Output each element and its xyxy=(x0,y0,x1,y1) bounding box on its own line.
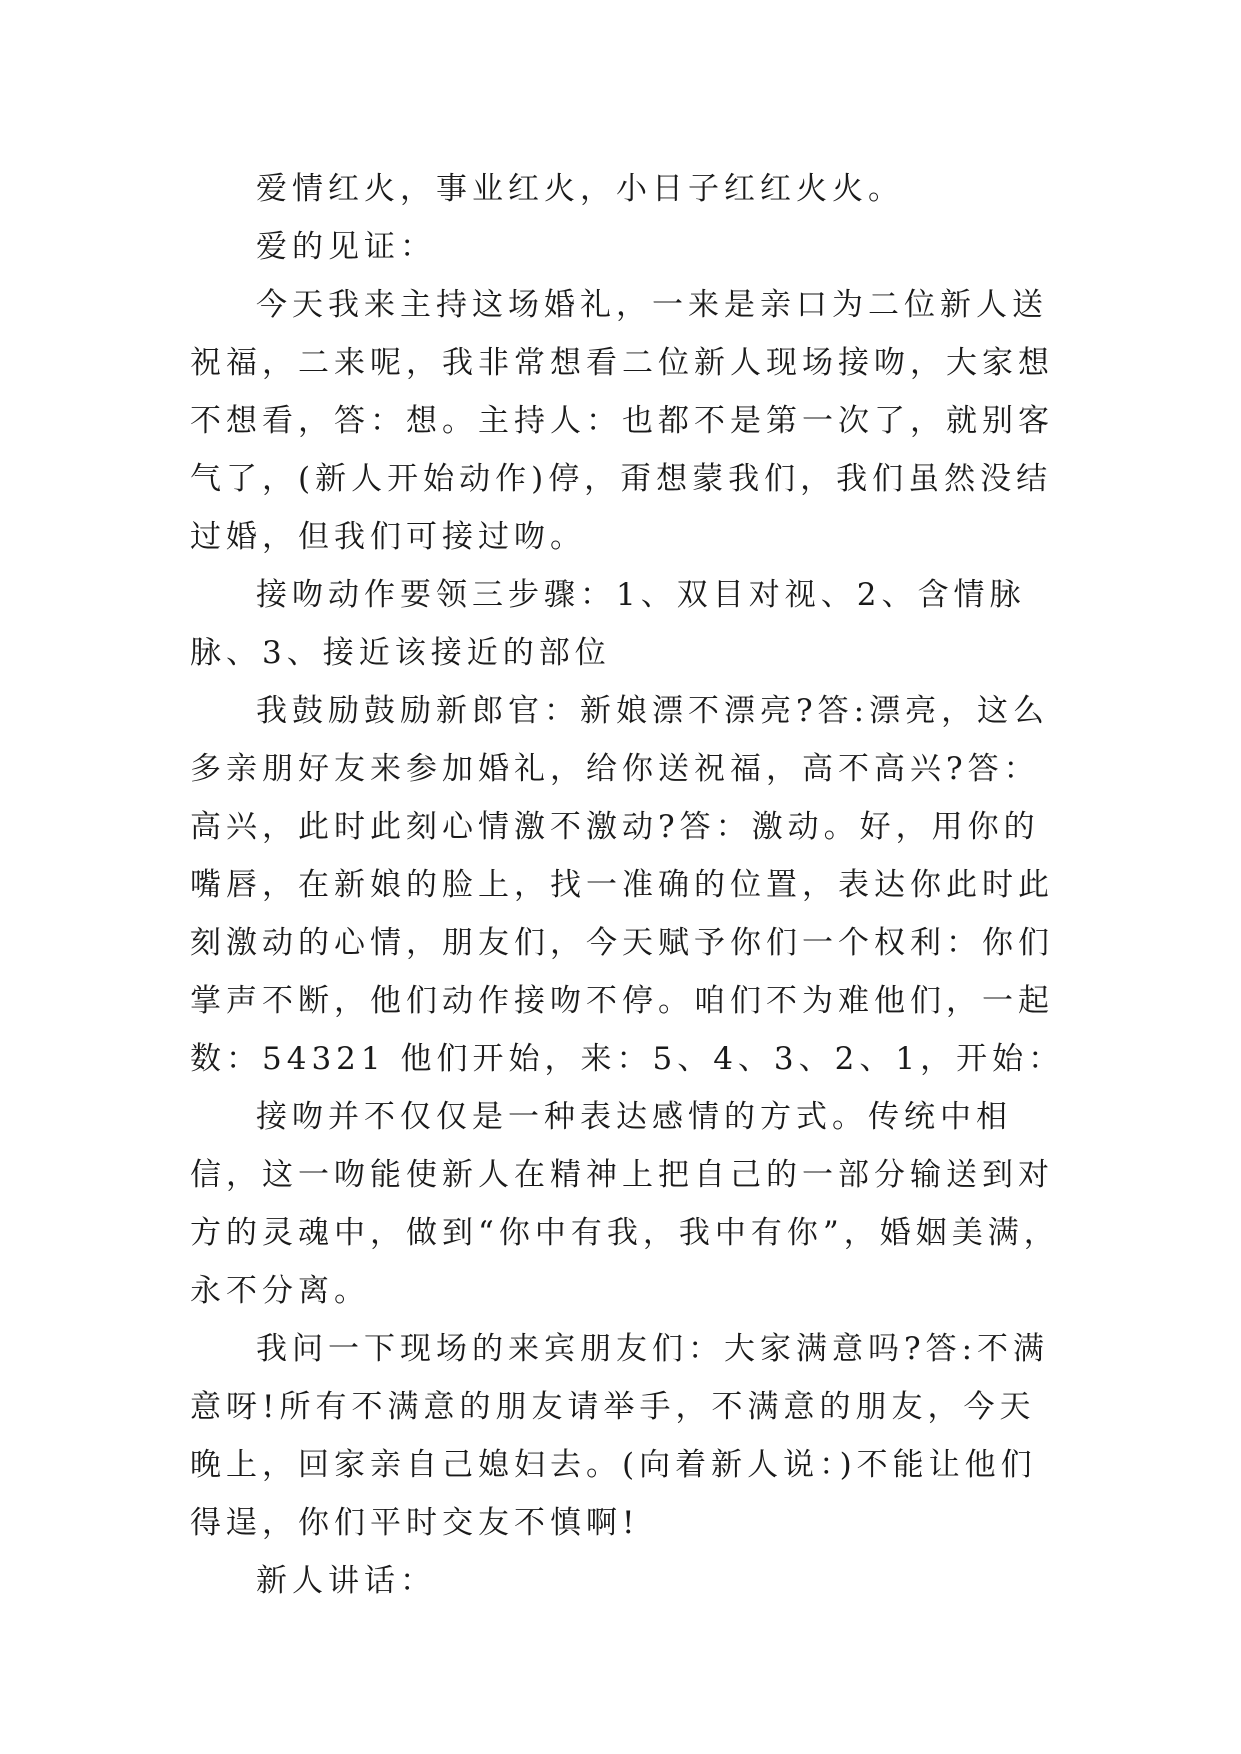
document-page xyxy=(190,160,1070,1610)
paragraph-1: 爱情红火，事业红火，小日子红红火火。 xyxy=(256,171,904,207)
paragraph-8: 新人讲话： xyxy=(256,1563,436,1599)
paragraph-2: 爱的见证： xyxy=(256,229,436,265)
paragraph-5: 我鼓励鼓励新郎官：新娘漂不漂亮?答:漂亮，这么多亲朋好友来参加婚礼，给你送祝福，高不高兴?答：高兴，此时此刻心情激不激动?答：激动。好，用你的嘴唇，在新娘的脸上，找一准确的位置，表达你此时此刻激动的心情，朋友们，今天赋予你们一个权利：你们掌声不断，他们动作接吻不停。咱们不为难他们，一起数：54321 他们开始，来：5、4、3、2、1，开始： xyxy=(190,693,1065,1077)
paragraph-7: 我问一下现场的来宾朋友们：大家满意吗?答:不满意呀!所有不满意的朋友请举手，不满意的朋友，今天晚上，回家亲自己媳妇去。(向着新人说：)不能让他们得逞，你们平时交友不慎啊! xyxy=(190,1331,1050,1541)
paragraph-3: 今天我来主持这场婚礼，一来是亲口为二位新人送祝福，二来呢，我非常想看二位新人现场接吻，大家想不想看，答：想。主持人：也都不是第一次了，就别客气了，(新人开始动作)停，甭想蒙我们，我们虽然没结过婚，但我们可接过吻。 xyxy=(190,287,1054,555)
paragraph-4: 接吻动作要领三步骤：1、双目对视、2、含情脉脉、3、接近该接近的部位 xyxy=(190,577,1026,671)
paragraph-6: 接吻并不仅仅是一种表达感情的方式。传统中相信，这一吻能使新人在精神上把自己的一部分输送到对方的灵魂中，做到“你中有我，我中有你”，婚姻美满，永不分离。 xyxy=(190,1099,1060,1309)
